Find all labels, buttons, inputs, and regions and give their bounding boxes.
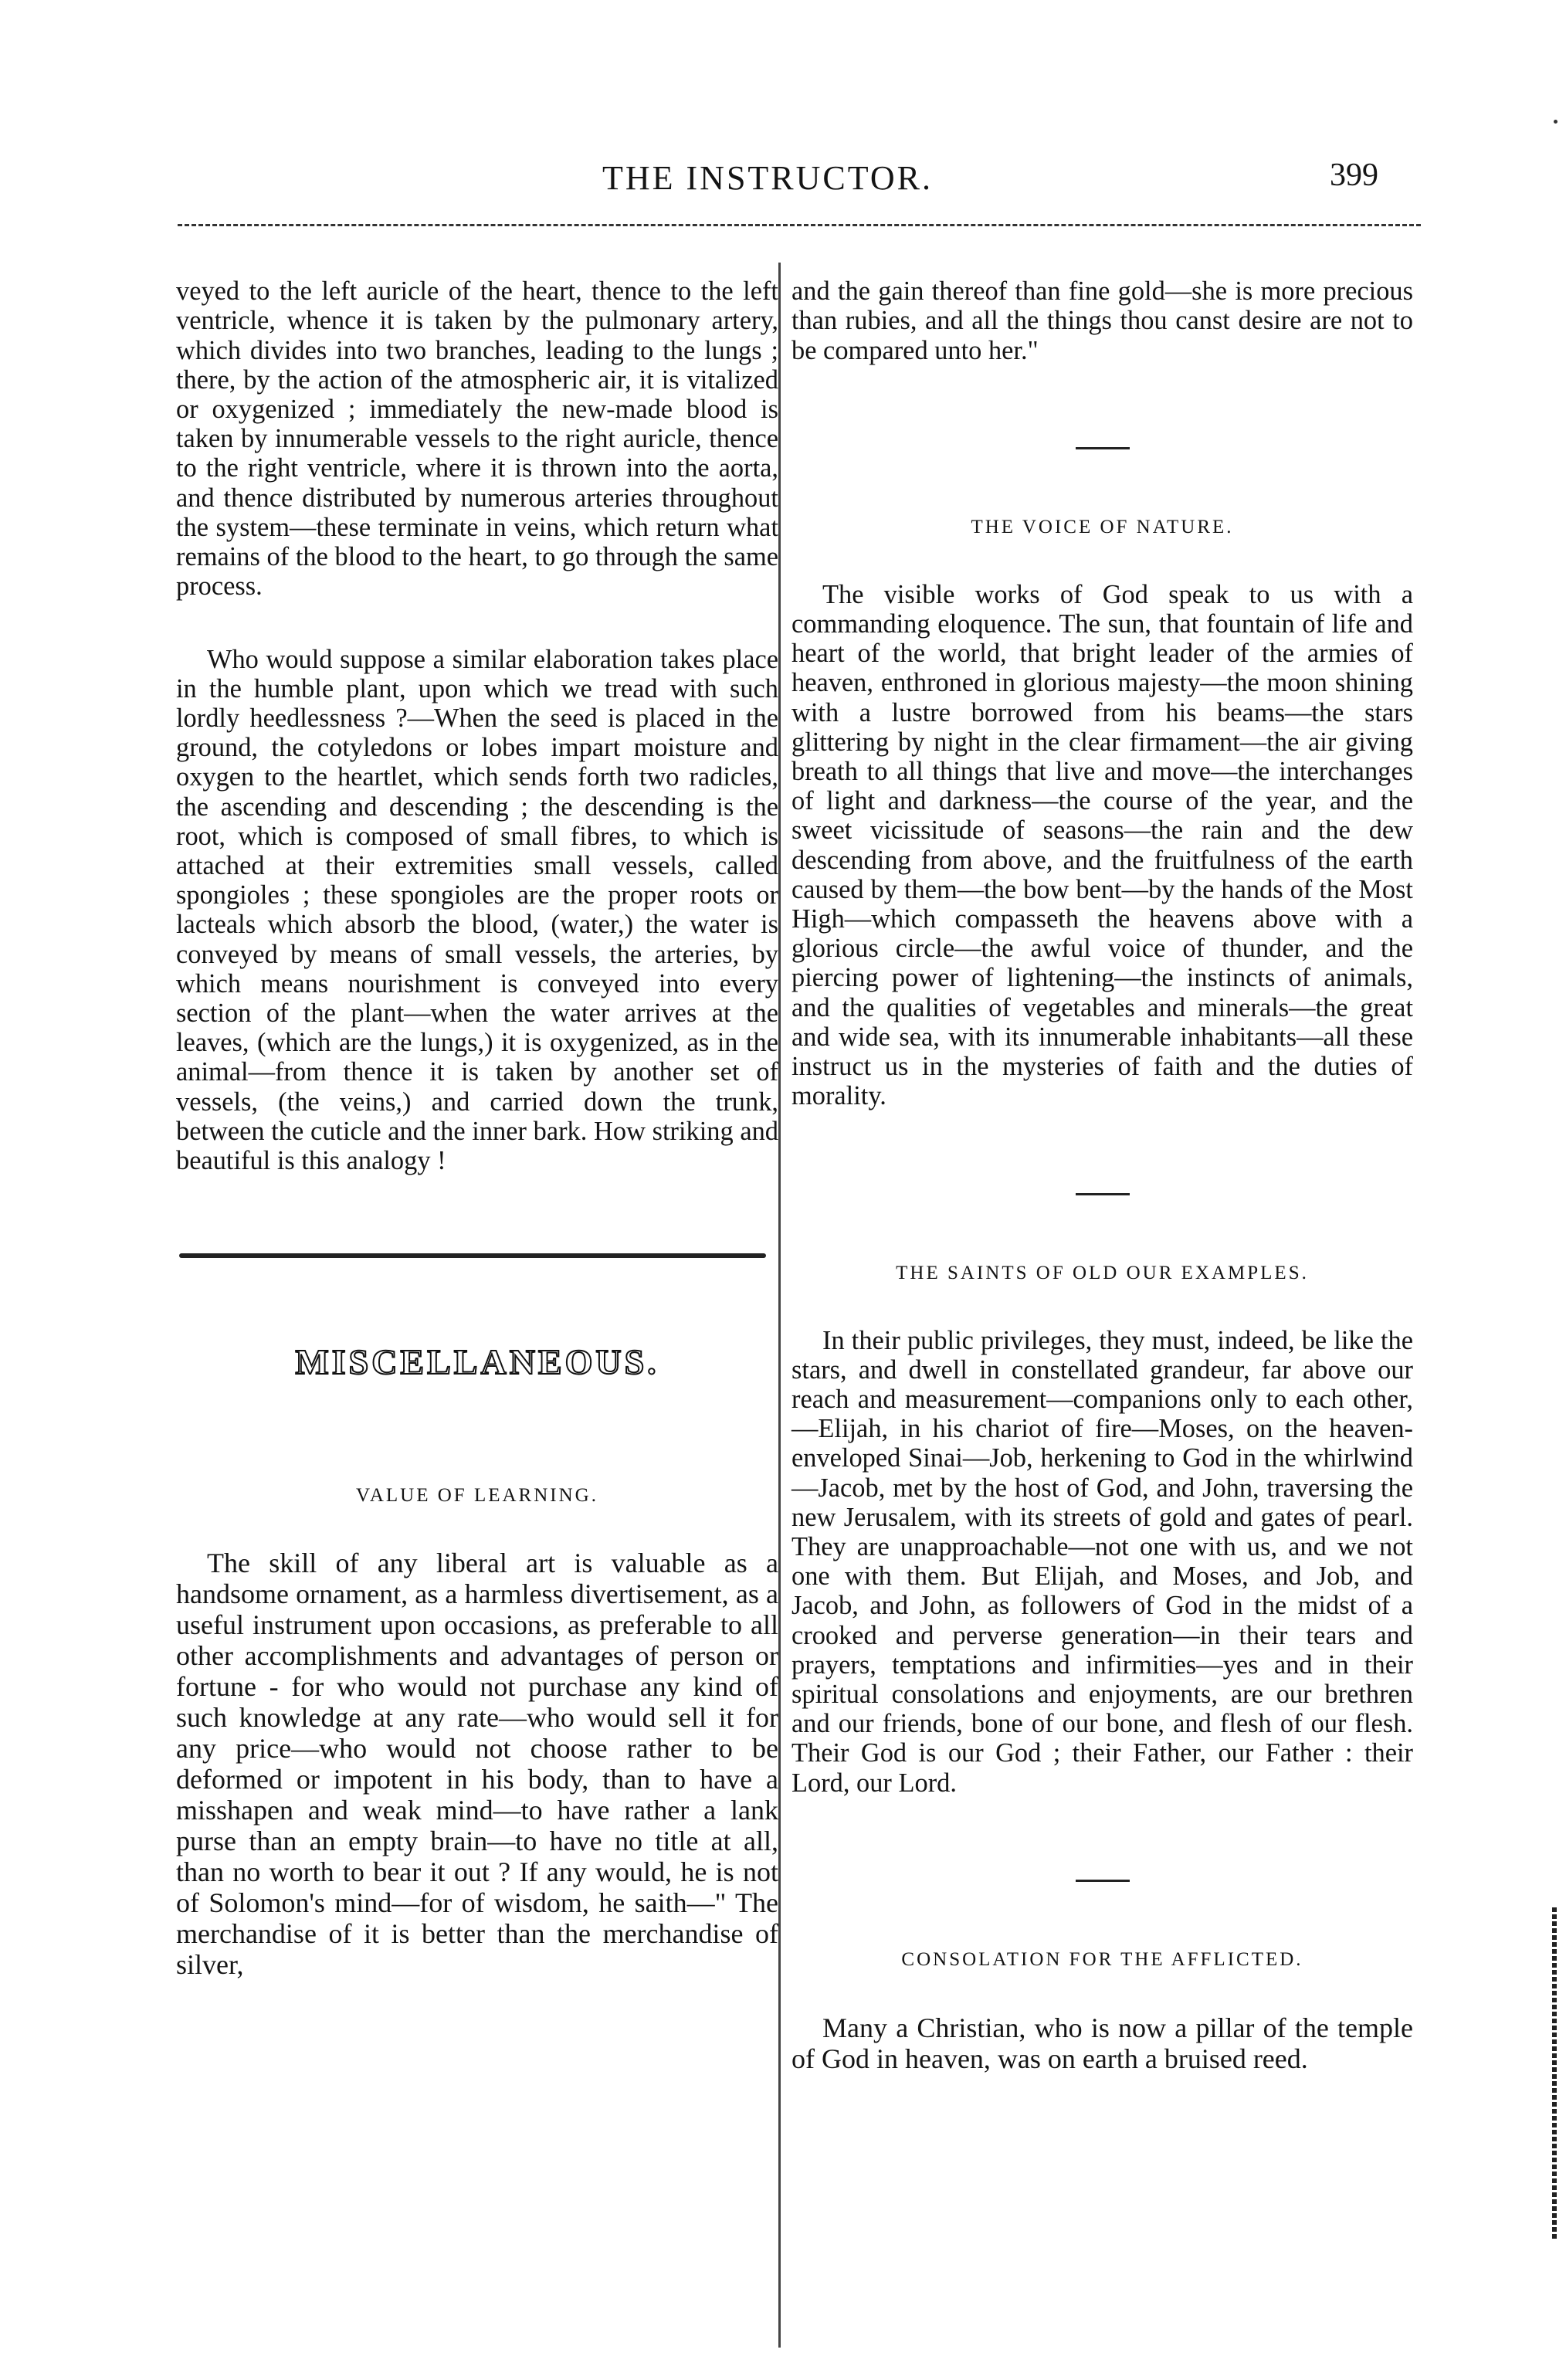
running-title: THE INSTRUCTOR.	[602, 159, 933, 197]
consolation-heading: CONSOLATION FOR THE AFFLICTED.	[901, 1949, 1303, 1971]
value-of-learning-heading: VALUE OF LEARNING.	[356, 1484, 598, 1506]
value-of-learning-text: The skill of any liberal art is valuable as a handsome ornament, as a harmless divertisement, as a useful instrument upon occasions, as preferable to all other accomplishments and advantages of person or fortune - for who would not purchase any kind of such knowledge at any rate—who would sell it for any price—who would not choose rather to be deformed or impotent in his body, than to have a misshapen and weak mind—to have rather a lank purse than an empty brain—to have no title at all, than no worth to bear it out ? If any would, he is not of Solomon's mind—for of wisdom, he saith—" The merchandise of it is better than the merchandise of silver,	[176, 1548, 778, 1981]
left-column	[176, 247, 778, 2009]
miscellaneous-heading: MISCELLANEOUS.	[295, 1342, 659, 1382]
saints-of-old-text: In their public privileges, they must, indeed, be like the stars, and dwell in constellated grandeur, far above our reach and measurement—companions only to each other,—Elijah, in his chariot of fire—Moses, on the heaven-enveloped Sinai—Job, herkening to God in the whirlwind—Jacob, met by the host of God, and John, traversing the new Jerusalem, with its streets of gold and gates of pearl. They are unapproachable—not one with us, and we not one with them. But Elijah, and Moses, and Job, and Jacob, and John, as followers of God in the midst of a crooked and perverse generation—in their tears and prayers, temptations and infirmities—yes and in their spiritual consolations and enjoyments, are our brethren and our friends, bone of our bone, and flesh of our flesh. Their God is our God ; their Father, our Father : their Lord, our Lord.	[791, 1325, 1413, 1798]
voice-of-nature-text: The visible works of God speak to us with a commanding eloquence. The sun, that fountain of life and heart of the world, that bright leader of the armies of heaven, enthroned in glorious majesty—the moon shining with a lustre borrowed from his beams—the stars glittering by night in the clear firmament—the air giving breath to all things that live and move—the interchanges of light and darkness—the course of the year, and the sweet vicissitude of seasons—the rain and the dew descending from above, and the fruitfulness of the earth caused by them—the bow bent—by the hands of the Most High—which compasseth the heavens above with a glorious circle—the awful voice of thunder, and the piercing power of lightening—the instincts of animals, and the qualities of vegetables and minerals—the great and wide sea, with its innumerable inhabitants—all these instruct us in the mysteries of faith and the duties of morality.	[791, 579, 1413, 1111]
section-divider-rule	[179, 1253, 766, 1258]
consolation-text: Many a Christian, who is now a pillar of the temple of God in heaven, was on earth a bruised reed.	[791, 2012, 1413, 2074]
saints-of-old-heading: THE SAINTS OF OLD OUR EXAMPLES.	[896, 1263, 1309, 1284]
page-number: 399	[1330, 158, 1378, 193]
value-of-learning-continued: and the gain thereof than fine gold—she is more precious than rubies, and all the things thou canst desire are not to be compared unto her."	[791, 276, 1413, 365]
short-rule-3	[1076, 1880, 1130, 1882]
anatomy-paragraph-1: veyed to the left auricle of the heart, thence to the left ventricle, whence it is taken by the pulmonary artery, which divides into two branches, leading to the lungs ; there, by the action of the atmospheric air, it is vitalized or oxygenized ; immediately the new-made blood is taken by innumerable vessels to the right auricle, thence to the right ventricle, where it is thrown into the aorta, and thence distributed by numerous arteries throughout the system—these terminate in veins, which return what remains of the blood to the heart, to go through the same process.	[176, 276, 778, 602]
header-rule	[178, 224, 1421, 226]
binding-edge-mark	[1552, 1907, 1557, 2239]
right-column	[791, 247, 1413, 2104]
voice-of-nature-heading: THE VOICE OF NATURE.	[971, 517, 1234, 538]
short-rule-1	[1076, 447, 1130, 449]
anatomy-paragraph-2: Who would suppose a similar elaboration takes place in the humble plant, upon which we tread with such lordly heedlessness ?—When the seed is placed in the ground, the cotyledons or lobes impart moisture and oxygen to the heartlet, which sends forth two radicles, the ascending and descending ; the descending is the root, which is composed of small fibres, to which is attached at their extremities small vessels, called spongioles ; these spongioles are the proper roots or lacteals which absorb the blood, (water,) the water is conveyed by means of small vessels, the arteries, by which means nourishment is conveyed into every section of the plant—when the water arrives at the leaves, (which are the lungs,) it is oxygenized, as in the animal—from thence it is taken by another set of vessels, (the veins,) and carried down the trunk, between the cuticle and the inner bark. How striking and beautiful is this analogy !	[176, 644, 778, 1176]
column-divider	[778, 263, 781, 2348]
scan-speck	[1554, 120, 1558, 124]
short-rule-2	[1076, 1193, 1130, 1195]
